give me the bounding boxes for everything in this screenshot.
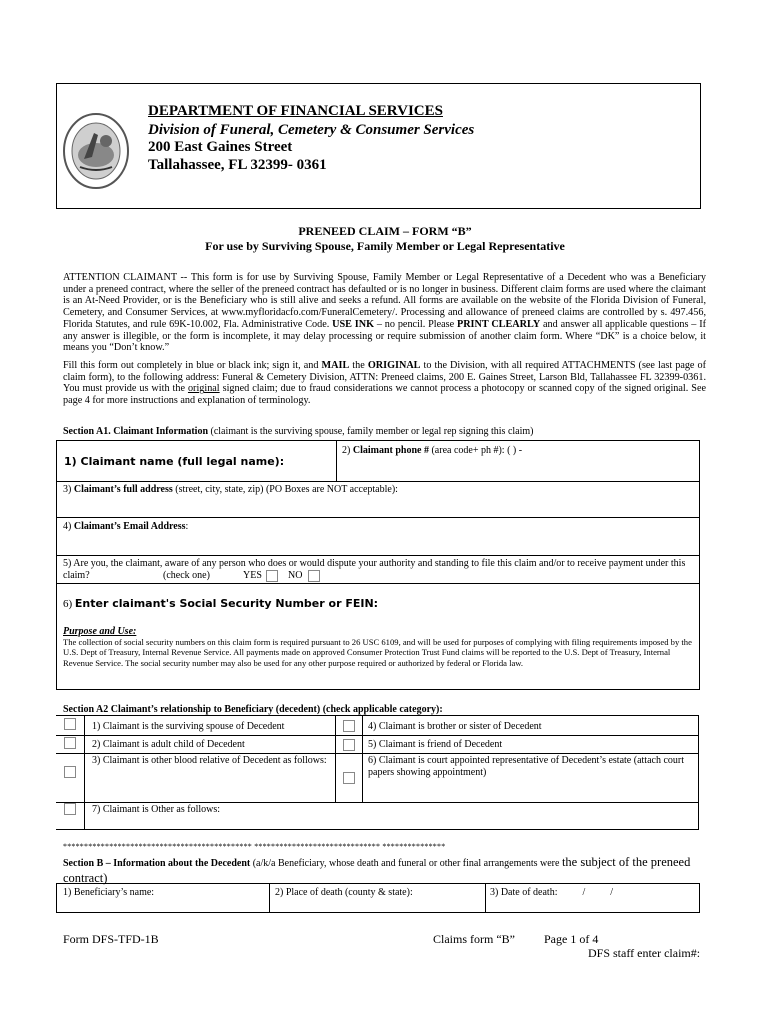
- relationship-1-label: 1) Claimant is the surviving spouse of Decedent: [92, 721, 285, 732]
- relationship-5-label: 5) Claimant is friend of Decedent: [368, 739, 503, 750]
- check-one-label: (check one): [163, 570, 210, 581]
- footer-staff-claim: DFS staff enter claim#:: [588, 946, 701, 960]
- claimant-name-field[interactable]: [57, 441, 336, 481]
- footer-claims-form: Claims form “B”: [433, 932, 515, 946]
- beneficiary-name-field[interactable]: 1) Beneficiary’s name:: [63, 887, 155, 898]
- footer-page-number: Page 1 of 4: [544, 932, 599, 946]
- form-title: PRENEED CLAIM – FORM “B”: [298, 224, 472, 238]
- section-a1-table: [56, 440, 700, 690]
- footer-form-id: Form DFS-TFD-1B: [63, 932, 159, 946]
- section-b-heading: Section B – Information about the Decedent (a/k/a Beneficiary, whose death and funeral or other final arrangements were the subject of the preneed contract): [63, 855, 691, 885]
- section-a1-heading: Section A1. Claimant Information (claimant is the surviving spouse, family member or legal rep signing this claim): [63, 426, 534, 437]
- instructions-paragraph: Fill this form out completely in blue or black ink; sign it, and MAIL the ORIGINAL to the Division, with all required ATTACHMENTS (see last page of claim form), to the following address: Funeral & Cemetery Division, ATTN: Preneed claims, 200 E. Gaines Street, Larson Bld, Tallahassee FL 32399-0361. You must provide us with the original signed claim; due to fraud considerations we cannot process a photocopy or scanned copy of the signed original. See page 4 for more instructions and explanation of terminology.: [63, 360, 706, 407]
- relationship-3-label: 3) Claimant is other blood relative of Decedent as follows:: [92, 755, 327, 766]
- place-of-death-field[interactable]: 2) Place of death (county & state):: [275, 887, 413, 898]
- no-label: NO: [288, 570, 303, 581]
- city-address: Tallahassee, FL 32399- 0361: [148, 157, 327, 173]
- purpose-title: Purpose and Use:: [63, 626, 137, 637]
- separator-line: ********************************************* ****************************** ***************: [63, 842, 446, 851]
- date-of-death-field[interactable]: 3) Date of death: / /: [490, 887, 614, 898]
- claimant-name-label: 1) Claimant name (full legal name):: [64, 455, 285, 468]
- relationship-2-label: 2) Claimant is adult child of Decedent: [92, 739, 245, 750]
- relationship-7-label: 7) Claimant is Other as follows:: [92, 804, 221, 815]
- dispute-claim-label: claim?: [63, 570, 90, 581]
- claimant-address-field[interactable]: 3) Claimant’s full address (street, city, state, zip) (PO Boxes are NOT acceptable):: [63, 484, 398, 495]
- relationship-3-checkbox[interactable]: [64, 766, 76, 778]
- purpose-text: The collection of social security numbers on this claim form is required pursuant to 26 USC 6109, and will be used for purposes of complying with filing requirements imposed by the U.S. Dept of Treasury, Internal Revenue Service. All payments made on approved Consumer Protection Trust Fund claims will be reported to the U.S. Dept of Treasury, Internal Revenue Service. The social security number may also be used for any other purpose required or authorized by federal or Florida law.: [63, 637, 692, 668]
- relationship-2-checkbox[interactable]: [64, 737, 76, 749]
- yes-checkbox[interactable]: [266, 570, 278, 582]
- relationship-5-checkbox[interactable]: [343, 739, 355, 751]
- relationship-4-checkbox[interactable]: [343, 720, 355, 732]
- no-checkbox[interactable]: [308, 570, 320, 582]
- relationship-6-checkbox[interactable]: [343, 772, 355, 784]
- claimant-phone-field[interactable]: 2) Claimant phone # (area code+ ph #): ( ) -: [342, 445, 523, 456]
- form-subtitle: For use by Surviving Spouse, Family Member or Legal Representative: [205, 239, 565, 253]
- street-address: 200 East Gaines Street: [148, 139, 293, 155]
- section-a2-heading: Section A2 Claimant’s relationship to Beneficiary (decedent) (check applicable category):: [63, 704, 443, 715]
- state-seal-icon: [62, 111, 130, 191]
- attention-paragraph: ATTENTION CLAIMANT -- This form is for use by Surviving Spouse, Family Member or Legal Representative of a Decedent who was a Beneficiary under a preneed contract, where the seller of the preneed contract has defaulted or is no longer in business. Different claim forms are used where the claimant is an At-Need Provider, or is the Beneficiary who is still alive and seeks a refund. All forms are available on the website of the Florida Division of Funeral, Cemetery, and Consumer Services, at www.myfloridacfo.com/FuneralCemetery/. Processing and allowance of preneed claims are controlled by s. 497.456, Florida Statutes, and rule 69K-10.002, Fla. Administrative Code. USE INK – no pencil. Please PRINT CLEARLY and answer all applicable questions – If any answer is illegible, or the form is incomplete, it may delay processing or require submission of another claim form. Where “DK” is a choice below, it means you “Don’t know.”: [63, 272, 707, 354]
- section-a2-table: [56, 715, 699, 830]
- relationship-1-checkbox[interactable]: [64, 718, 76, 730]
- ssn-field[interactable]: 6) Enter claimant's Social Security Number or FEIN:: [63, 597, 379, 610]
- relationship-6-label: 6) Claimant is court appointed representative of Decedent’s estate (attach court papers showing appointment): [368, 755, 684, 778]
- relationship-7-checkbox[interactable]: [64, 803, 76, 815]
- department-name: DEPARTMENT OF FINANCIAL SERVICES: [148, 103, 443, 119]
- section-b-table: [56, 883, 700, 913]
- division-name: Division of Funeral, Cemetery & Consumer Services: [148, 122, 475, 138]
- yes-label: YES: [243, 570, 262, 581]
- claimant-email-field[interactable]: 4) Claimant’s Email Address:: [63, 521, 189, 532]
- dispute-question: 5) Are you, the claimant, aware of any person who does or would dispute your authority and standing to file this claim and/or to receive payment under this: [63, 558, 686, 569]
- relationship-4-label: 4) Claimant is brother or sister of Decedent: [368, 721, 542, 732]
